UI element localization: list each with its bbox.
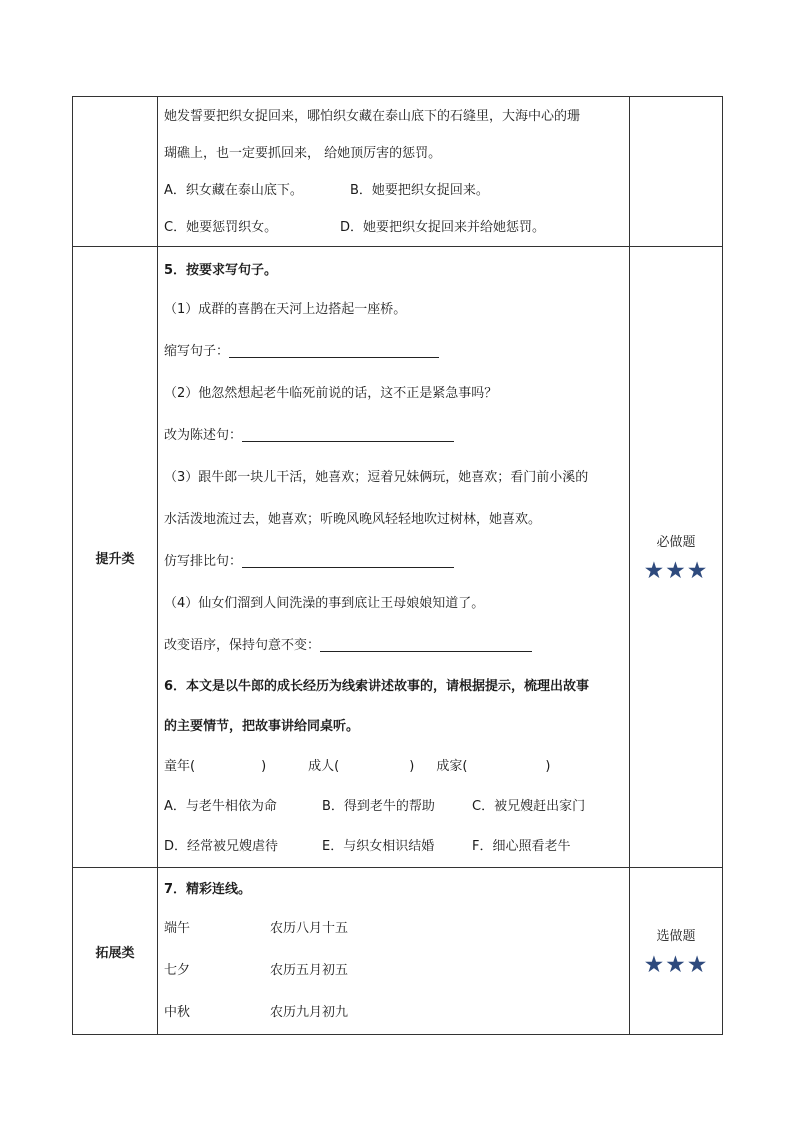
question-5-title: 5．按要求写句子。 (164, 263, 278, 278)
task-label: 仿写排比句： (164, 554, 243, 569)
option-e: E．与织女相识结婚 (322, 839, 435, 854)
stage-close: ) (545, 759, 551, 774)
stage-family: 成家( (436, 759, 468, 774)
difficulty-cell (630, 97, 723, 247)
option-f: F．细心照看老牛 (472, 839, 571, 854)
content-cell (158, 868, 630, 1035)
category-label: 拓展类 (95, 945, 135, 961)
answer-row (164, 625, 623, 667)
festival-label[interactable]: 端午 (164, 921, 191, 936)
option-row (164, 827, 623, 867)
question-item: （2）他忽然想起老牛临死前说的话，这不正是紧急事吗？ (164, 386, 498, 401)
stage-close: ) (261, 759, 267, 774)
question-item: （3）跟牛郎一块儿干活，她喜欢；逗着兄妹俩玩，她喜欢；看门前小溪的 (164, 470, 589, 485)
content-cell (158, 247, 630, 868)
option-c: C．她要惩罚织女。 (164, 220, 278, 235)
question-item: （4）仙女们溜到人间洗澡的事到底让王母娘娘知道了。 (164, 596, 485, 611)
table-row (73, 97, 723, 247)
stage-adult: 成人( (308, 759, 340, 774)
question-6-title: 6．本文是以牛郎的成长经历为线索讲述故事的，请根据提示，梳理出故事 (164, 679, 590, 694)
match-row (164, 950, 623, 992)
paragraph-line: 瑚礁上，也一定要抓回来， 给她顶厉害的惩罚。 (164, 146, 442, 161)
match-row (164, 908, 623, 950)
match-row (164, 992, 623, 1034)
category-cell (73, 868, 158, 1035)
category-label: 提升类 (95, 551, 135, 567)
question-7-title: 7．精彩连线。 (164, 882, 252, 897)
question-6-title: 的主要情节，把故事讲给同桌听。 (164, 719, 360, 734)
difficulty-label: 选做题 (656, 929, 696, 944)
date-label[interactable]: 农历五月初五 (270, 963, 349, 978)
content-cell (158, 97, 630, 247)
stage-close: ) (409, 759, 415, 774)
star-rating-icon: ★★★ (643, 952, 709, 978)
paragraph-line: 她发誓要把织女捉回来，哪怕织女藏在泰山底下的石缝里，大海中心的珊 (164, 109, 581, 124)
option-row (164, 172, 623, 209)
stage-childhood: 童年( (164, 759, 196, 774)
option-d: D．经常被兄嫂虐待 (164, 839, 279, 854)
answer-row (164, 415, 623, 457)
question-item: （1）成群的喜鹊在天河上边搭起一座桥。 (164, 302, 407, 317)
question-item: 水活泼地流过去，她喜欢；听晚风晚风轻轻地吹过树林，她喜欢。 (164, 512, 542, 527)
option-b: B．得到老牛的帮助 (322, 799, 435, 814)
festival-label[interactable]: 中秋 (164, 1005, 191, 1020)
category-cell (73, 247, 158, 868)
option-b: B．她要把织女捉回来。 (350, 183, 489, 198)
stage-row (164, 747, 623, 787)
answer-blank[interactable] (242, 553, 454, 568)
answer-blank[interactable] (320, 637, 532, 652)
option-row (164, 787, 623, 827)
date-label[interactable]: 农历八月十五 (270, 921, 349, 936)
table-row (73, 247, 723, 868)
answer-blank[interactable] (229, 343, 439, 358)
category-cell (73, 97, 158, 247)
task-label: 改为陈述句： (164, 428, 243, 443)
answer-blank[interactable] (242, 427, 454, 442)
table-row (73, 868, 723, 1035)
option-a: A．与老牛相依为命 (164, 799, 277, 814)
task-label: 缩写句子： (164, 344, 230, 359)
difficulty-cell (630, 868, 723, 1035)
option-c: C．被兄嫂赶出家门 (472, 799, 586, 814)
option-row (164, 209, 623, 246)
date-label[interactable]: 农历九月初九 (270, 1005, 349, 1020)
difficulty-label: 必做题 (656, 535, 696, 550)
star-rating-icon: ★★★ (643, 558, 709, 584)
answer-row (164, 331, 623, 373)
answer-row (164, 541, 623, 583)
task-label: 改变语序，保持句意不变： (164, 638, 321, 653)
difficulty-cell (630, 247, 723, 868)
festival-label[interactable]: 七夕 (164, 963, 191, 978)
option-a: A．织女藏在泰山底下。 (164, 183, 303, 198)
worksheet-table (72, 96, 723, 1035)
option-d: D．她要把织女捉回来并给她惩罚。 (340, 220, 546, 235)
